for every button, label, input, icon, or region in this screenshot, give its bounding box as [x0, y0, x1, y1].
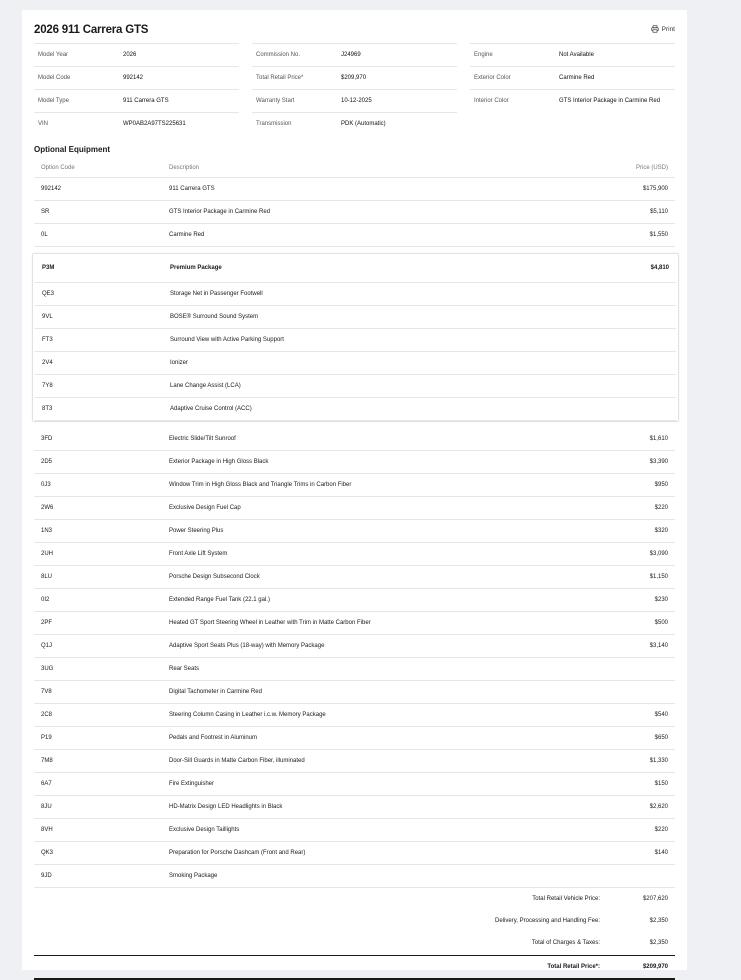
- option-price: $150: [654, 781, 668, 787]
- spec-label: Model Year: [38, 52, 69, 58]
- option-code: 2UH: [41, 551, 54, 557]
- option-code: QK3: [41, 850, 54, 856]
- spec-row: [252, 89, 457, 112]
- option-description: Preparation for Porsche Dashcam (Front and Rear): [169, 850, 306, 856]
- table-row: [35, 375, 676, 398]
- option-description: Surround View with Active Parking Support: [170, 337, 284, 343]
- spec-row: [470, 89, 675, 112]
- option-description: Fire Extinguisher: [169, 781, 215, 787]
- option-price: $3,090: [649, 551, 668, 557]
- option-code: 992142: [41, 186, 62, 192]
- table-row: [34, 727, 675, 750]
- package-code: P3M: [42, 265, 55, 271]
- option-code: 6A7: [41, 781, 52, 787]
- option-price: $5,110: [650, 209, 668, 215]
- spec-row: [252, 112, 457, 135]
- option-description: Digital Tachometer in Carmine Red: [169, 689, 262, 695]
- spec-label: VIN: [38, 121, 49, 127]
- option-price: $650: [654, 735, 668, 741]
- option-price: $950: [654, 482, 668, 488]
- spec-row: [252, 43, 457, 66]
- spec-row: [34, 112, 239, 135]
- spec-value: J24969: [341, 52, 361, 58]
- table-row: [34, 658, 675, 681]
- column-header-description: Description: [169, 165, 200, 171]
- option-code: 2C8: [41, 712, 53, 718]
- spec-label: Model Type: [38, 98, 69, 104]
- spec-label: Commission No.: [256, 52, 301, 58]
- option-code: 9VL: [42, 314, 53, 320]
- total-value: $2,350: [649, 918, 668, 924]
- spec-value: $209,970: [341, 75, 367, 81]
- spec-label: Total Retail Price*: [256, 75, 304, 81]
- option-code: 2W6: [41, 505, 54, 511]
- spec-value: 992142: [123, 75, 144, 81]
- option-description: Ionizer: [170, 360, 189, 366]
- option-price: $1,330: [649, 758, 668, 764]
- specs-column-3: [470, 43, 675, 112]
- table-row: [34, 543, 675, 566]
- spec-value: Carmine Red: [559, 75, 595, 81]
- table-row: [34, 520, 675, 543]
- table-row: [34, 428, 675, 451]
- table-row: [34, 796, 675, 819]
- option-description: Carmine Red: [169, 232, 205, 238]
- option-description: Smoking Package: [169, 873, 218, 879]
- print-button[interactable]: [651, 25, 675, 33]
- spec-row: [34, 89, 239, 112]
- column-header-code: Option Code: [41, 165, 75, 171]
- page-title: 2026 911 Carrera GTS: [34, 24, 149, 36]
- option-description: Adaptive Sport Seats Plus (18-way) with Memory Package: [169, 643, 325, 649]
- table-row: [34, 635, 675, 658]
- spec-row: [34, 43, 239, 66]
- option-price: $540: [654, 712, 668, 718]
- spec-value: Not Available: [559, 52, 594, 58]
- option-code: 7V8: [41, 689, 52, 695]
- total-row: [34, 932, 675, 954]
- table-row: [34, 842, 675, 865]
- table-row: [35, 329, 676, 352]
- option-description: Pedals and Footrest in Aluminum: [169, 735, 258, 741]
- option-description: Extended Range Fuel Tank (22.1 gal.): [169, 597, 270, 603]
- option-description: HD-Matrix Design LED Headlights in Black: [169, 804, 283, 810]
- option-price: $220: [654, 505, 668, 511]
- package-price: $4,810: [650, 265, 669, 271]
- option-price: $1,610: [649, 436, 668, 442]
- option-description: Exclusive Design Fuel Cap: [169, 505, 241, 511]
- table-row: [34, 497, 675, 520]
- option-price: $3,140: [649, 643, 668, 649]
- option-description: Exterior Package in High Gloss Black: [169, 459, 269, 465]
- spec-value: PDK (Automatic): [341, 121, 386, 127]
- spec-row: [470, 43, 675, 66]
- table-row: [34, 566, 675, 589]
- table-row: [35, 283, 676, 306]
- spec-label: Engine: [474, 52, 493, 58]
- spec-value: 911 Carrera GTS: [123, 98, 169, 104]
- header: [34, 22, 675, 42]
- option-code: 2V4: [42, 360, 53, 366]
- option-code: 8VH: [41, 827, 53, 833]
- table-header: [34, 159, 675, 178]
- totals-section: [34, 888, 675, 954]
- option-description: Exclusive Design Taillights: [169, 827, 240, 833]
- package-row: [35, 254, 676, 283]
- spec-row: [252, 66, 457, 89]
- spec-label: Model Code: [38, 75, 71, 81]
- option-code: 0I2: [41, 597, 50, 603]
- option-code: 7M8: [41, 758, 53, 764]
- grand-total-row: [34, 955, 675, 980]
- option-description: Porsche Design Subsecond Clock: [169, 574, 260, 580]
- table-row: [34, 819, 675, 842]
- table-row: [34, 750, 675, 773]
- table-row: [34, 474, 675, 497]
- spec-value: WP0AB2A97TS225631: [123, 121, 186, 127]
- table-row: [34, 589, 675, 612]
- option-code: 1N3: [41, 528, 53, 534]
- grand-total-value: $209,970: [642, 964, 668, 970]
- option-code: FT3: [42, 337, 53, 343]
- total-label: Total Retail Vehicle Price:: [532, 896, 600, 902]
- total-label: Total of Charges & Taxes:: [531, 940, 600, 946]
- option-price: $2,620: [649, 804, 668, 810]
- option-description: GTS Interior Package in Carmine Red: [169, 209, 271, 215]
- option-price: $320: [654, 528, 668, 534]
- table-row: [34, 224, 675, 247]
- option-description: Electric Slide/Tilt Sunroof: [169, 436, 236, 442]
- specs-column-2: [252, 43, 457, 135]
- window-sticker-card: [22, 10, 687, 970]
- option-price: $1,150: [649, 574, 668, 580]
- table-row: [34, 773, 675, 796]
- optional-equipment-title: Optional Equipment: [34, 145, 110, 154]
- table-row: [34, 704, 675, 727]
- option-description: Door-Sill Guards in Matte Carbon Fiber, illuminated: [169, 758, 305, 764]
- option-code: 9JD: [41, 873, 52, 879]
- table-row: [34, 612, 675, 635]
- table-row: [34, 451, 675, 474]
- option-description: Heated GT Sport Steering Wheel in Leather with Trim in Matte Carbon Fiber: [169, 620, 371, 626]
- table-row: [34, 201, 675, 224]
- option-code: Q1J: [41, 643, 53, 649]
- total-value: $207,620: [642, 896, 668, 902]
- option-price: $230: [654, 597, 668, 603]
- option-code: QE3: [42, 291, 55, 297]
- option-description: Lane Change Assist (LCA): [170, 383, 241, 389]
- total-label: Delivery, Processing and Handling Fee:: [495, 918, 600, 924]
- option-price: $1,550: [649, 232, 668, 238]
- option-code: P19: [41, 735, 52, 741]
- spec-label: Warranty Start: [256, 98, 295, 104]
- option-price: $220: [654, 827, 668, 833]
- spec-label: Transmission: [256, 121, 292, 127]
- package-description: Premium Package: [170, 265, 222, 271]
- option-code: 0L: [41, 232, 48, 238]
- option-price: $500: [654, 620, 668, 626]
- spec-row: [470, 66, 675, 89]
- option-description: 911 Carrera GTS: [169, 186, 215, 192]
- spec-value: GTS Interior Package in Carmine Red: [559, 98, 661, 104]
- option-price: $3,390: [649, 459, 668, 465]
- column-header-price: Price (USD): [635, 165, 668, 171]
- spec-label: Exterior Color: [474, 75, 511, 81]
- option-price: $140: [654, 850, 668, 856]
- table-row: [35, 398, 676, 421]
- option-description: Window Trim in High Gloss Black and Triangle Trims in Carbon Fiber: [169, 482, 352, 488]
- total-row: [34, 888, 675, 910]
- option-price: $175,900: [642, 186, 668, 192]
- option-description: Steering Column Casing in Leather i.c.w. Memory Package: [169, 712, 326, 718]
- total-row: [34, 910, 675, 932]
- premium-package-group: [32, 253, 679, 422]
- table-row: [34, 681, 675, 704]
- specs-column-1: [34, 43, 239, 135]
- table-row: [34, 865, 675, 888]
- option-code: SR: [41, 209, 50, 215]
- option-code: 2D5: [41, 459, 53, 465]
- printer-icon: [651, 25, 659, 33]
- option-code: 7Y8: [42, 383, 53, 389]
- option-code: 8JU: [41, 804, 52, 810]
- table-row: [35, 306, 676, 329]
- option-code: 0J3: [41, 482, 51, 488]
- option-description: Adaptive Cruise Control (ACC): [170, 406, 252, 412]
- option-description: Front Axle Lift System: [169, 551, 228, 557]
- option-description: BOSE® Surround Sound System: [170, 314, 259, 320]
- spec-value: 2026: [123, 52, 137, 58]
- table-row: [35, 352, 676, 375]
- option-code: 8LU: [41, 574, 53, 580]
- option-code: 8T3: [42, 406, 53, 412]
- table-row: [34, 178, 675, 201]
- option-description: Power Steering Plus: [169, 528, 224, 534]
- option-description: Storage Net in Passenger Footwell: [170, 291, 263, 297]
- option-code: 3FD: [41, 436, 53, 442]
- option-code: 3UG: [41, 666, 54, 672]
- spec-label: Interior Color: [474, 98, 509, 104]
- grand-total-label: Total Retail Price*:: [547, 964, 600, 970]
- print-label: Print: [661, 25, 675, 33]
- total-value: $2,350: [649, 940, 668, 946]
- equipment-table: [34, 159, 675, 980]
- option-description: Rear Seats: [169, 666, 200, 672]
- spec-value: 10-12-2025: [341, 98, 372, 104]
- spec-row: [34, 66, 239, 89]
- option-code: 2PF: [41, 620, 53, 626]
